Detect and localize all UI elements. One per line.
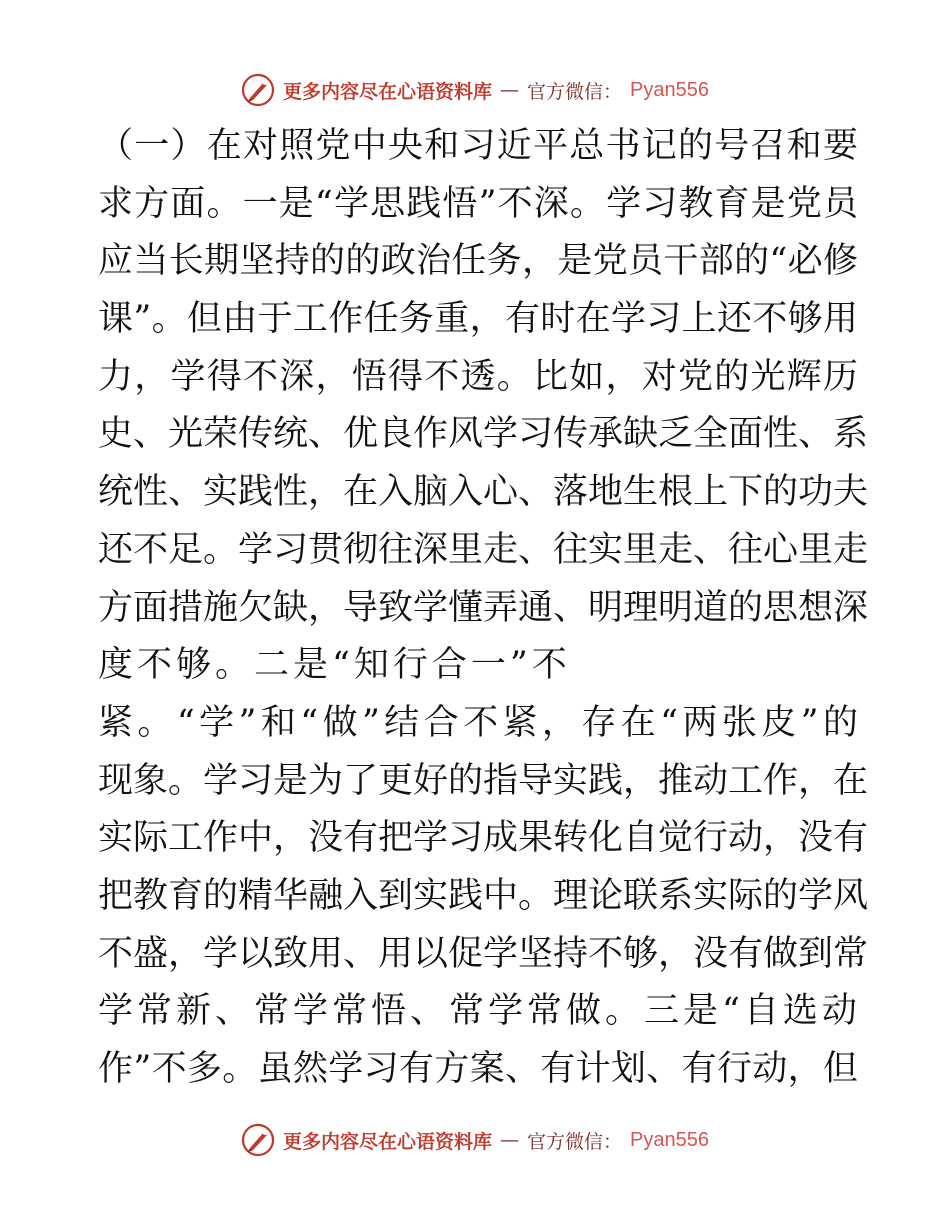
text-line: 力，学得不深，悟得不透。比如，对党的光辉历 bbox=[98, 356, 858, 397]
text-line: 统性、实践性，在入脑入心、落地生根上下的功夫 bbox=[98, 472, 869, 513]
banner-wechat-id: Pyan556 bbox=[630, 78, 709, 101]
text-line: 不盛，学以致用、用以促学坚持不够，没有做到常 bbox=[98, 933, 869, 974]
banner-dash: — bbox=[500, 1129, 520, 1151]
text-line: 度不够。二是“知行合一”不 bbox=[98, 645, 571, 686]
text-line: 课”。但由于工作任务重，有时在学习上还不够用 bbox=[98, 299, 858, 340]
banner-dash: — bbox=[500, 79, 520, 101]
banner-main-text: 更多内容尽在心语资料库 bbox=[283, 1130, 493, 1153]
text-line: （一）在对照党中央和习近平总书记的号召和要 bbox=[98, 126, 858, 166]
text-line: 方面措施欠缺，导致学懂弄通、明理明道的思想深 bbox=[98, 587, 869, 628]
quill-pen-logo-icon bbox=[241, 1123, 275, 1157]
quill-pen-logo-icon bbox=[241, 73, 275, 107]
header-banner bbox=[0, 70, 950, 110]
banner-sub-text: 官方微信： bbox=[527, 1130, 623, 1153]
text-line: 应当长期坚持的的政治任务，是党员干部的“必修 bbox=[98, 241, 858, 282]
text-line: 作”不多。虽然学习有方案、有计划、有行动，但 bbox=[98, 1049, 858, 1089]
banner-wechat-id: Pyan556 bbox=[630, 1128, 709, 1151]
text-line: 学常新、常学常悟、常学常做。三是“自选动 bbox=[98, 991, 861, 1032]
banner-main-text: 更多内容尽在心语资料库 bbox=[283, 80, 493, 103]
text-line: 史、光荣传统、优良作风学习传承缺乏全面性、系 bbox=[98, 414, 869, 455]
text-line: 现象。学习是为了更好的指导实践，推动工作，在 bbox=[98, 760, 869, 801]
footer-banner bbox=[0, 1120, 950, 1160]
text-line: 求方面。一是“学思践悟”不深。学习教育是党员 bbox=[98, 183, 858, 224]
text-line: 把教育的精华融入到实践中。理论联系实际的学风 bbox=[98, 875, 869, 916]
text-line: 实际工作中，没有把学习成果转化自觉行动，没有 bbox=[98, 818, 869, 859]
document-body bbox=[98, 118, 869, 1099]
banner-sub-text: 官方微信： bbox=[527, 80, 623, 103]
text-line: 紧。“学”和“做”结合不紧，存在“两张皮”的 bbox=[98, 702, 858, 743]
text-line: 还不足。学习贯彻往深里走、往实里走、往心里走 bbox=[98, 529, 869, 570]
